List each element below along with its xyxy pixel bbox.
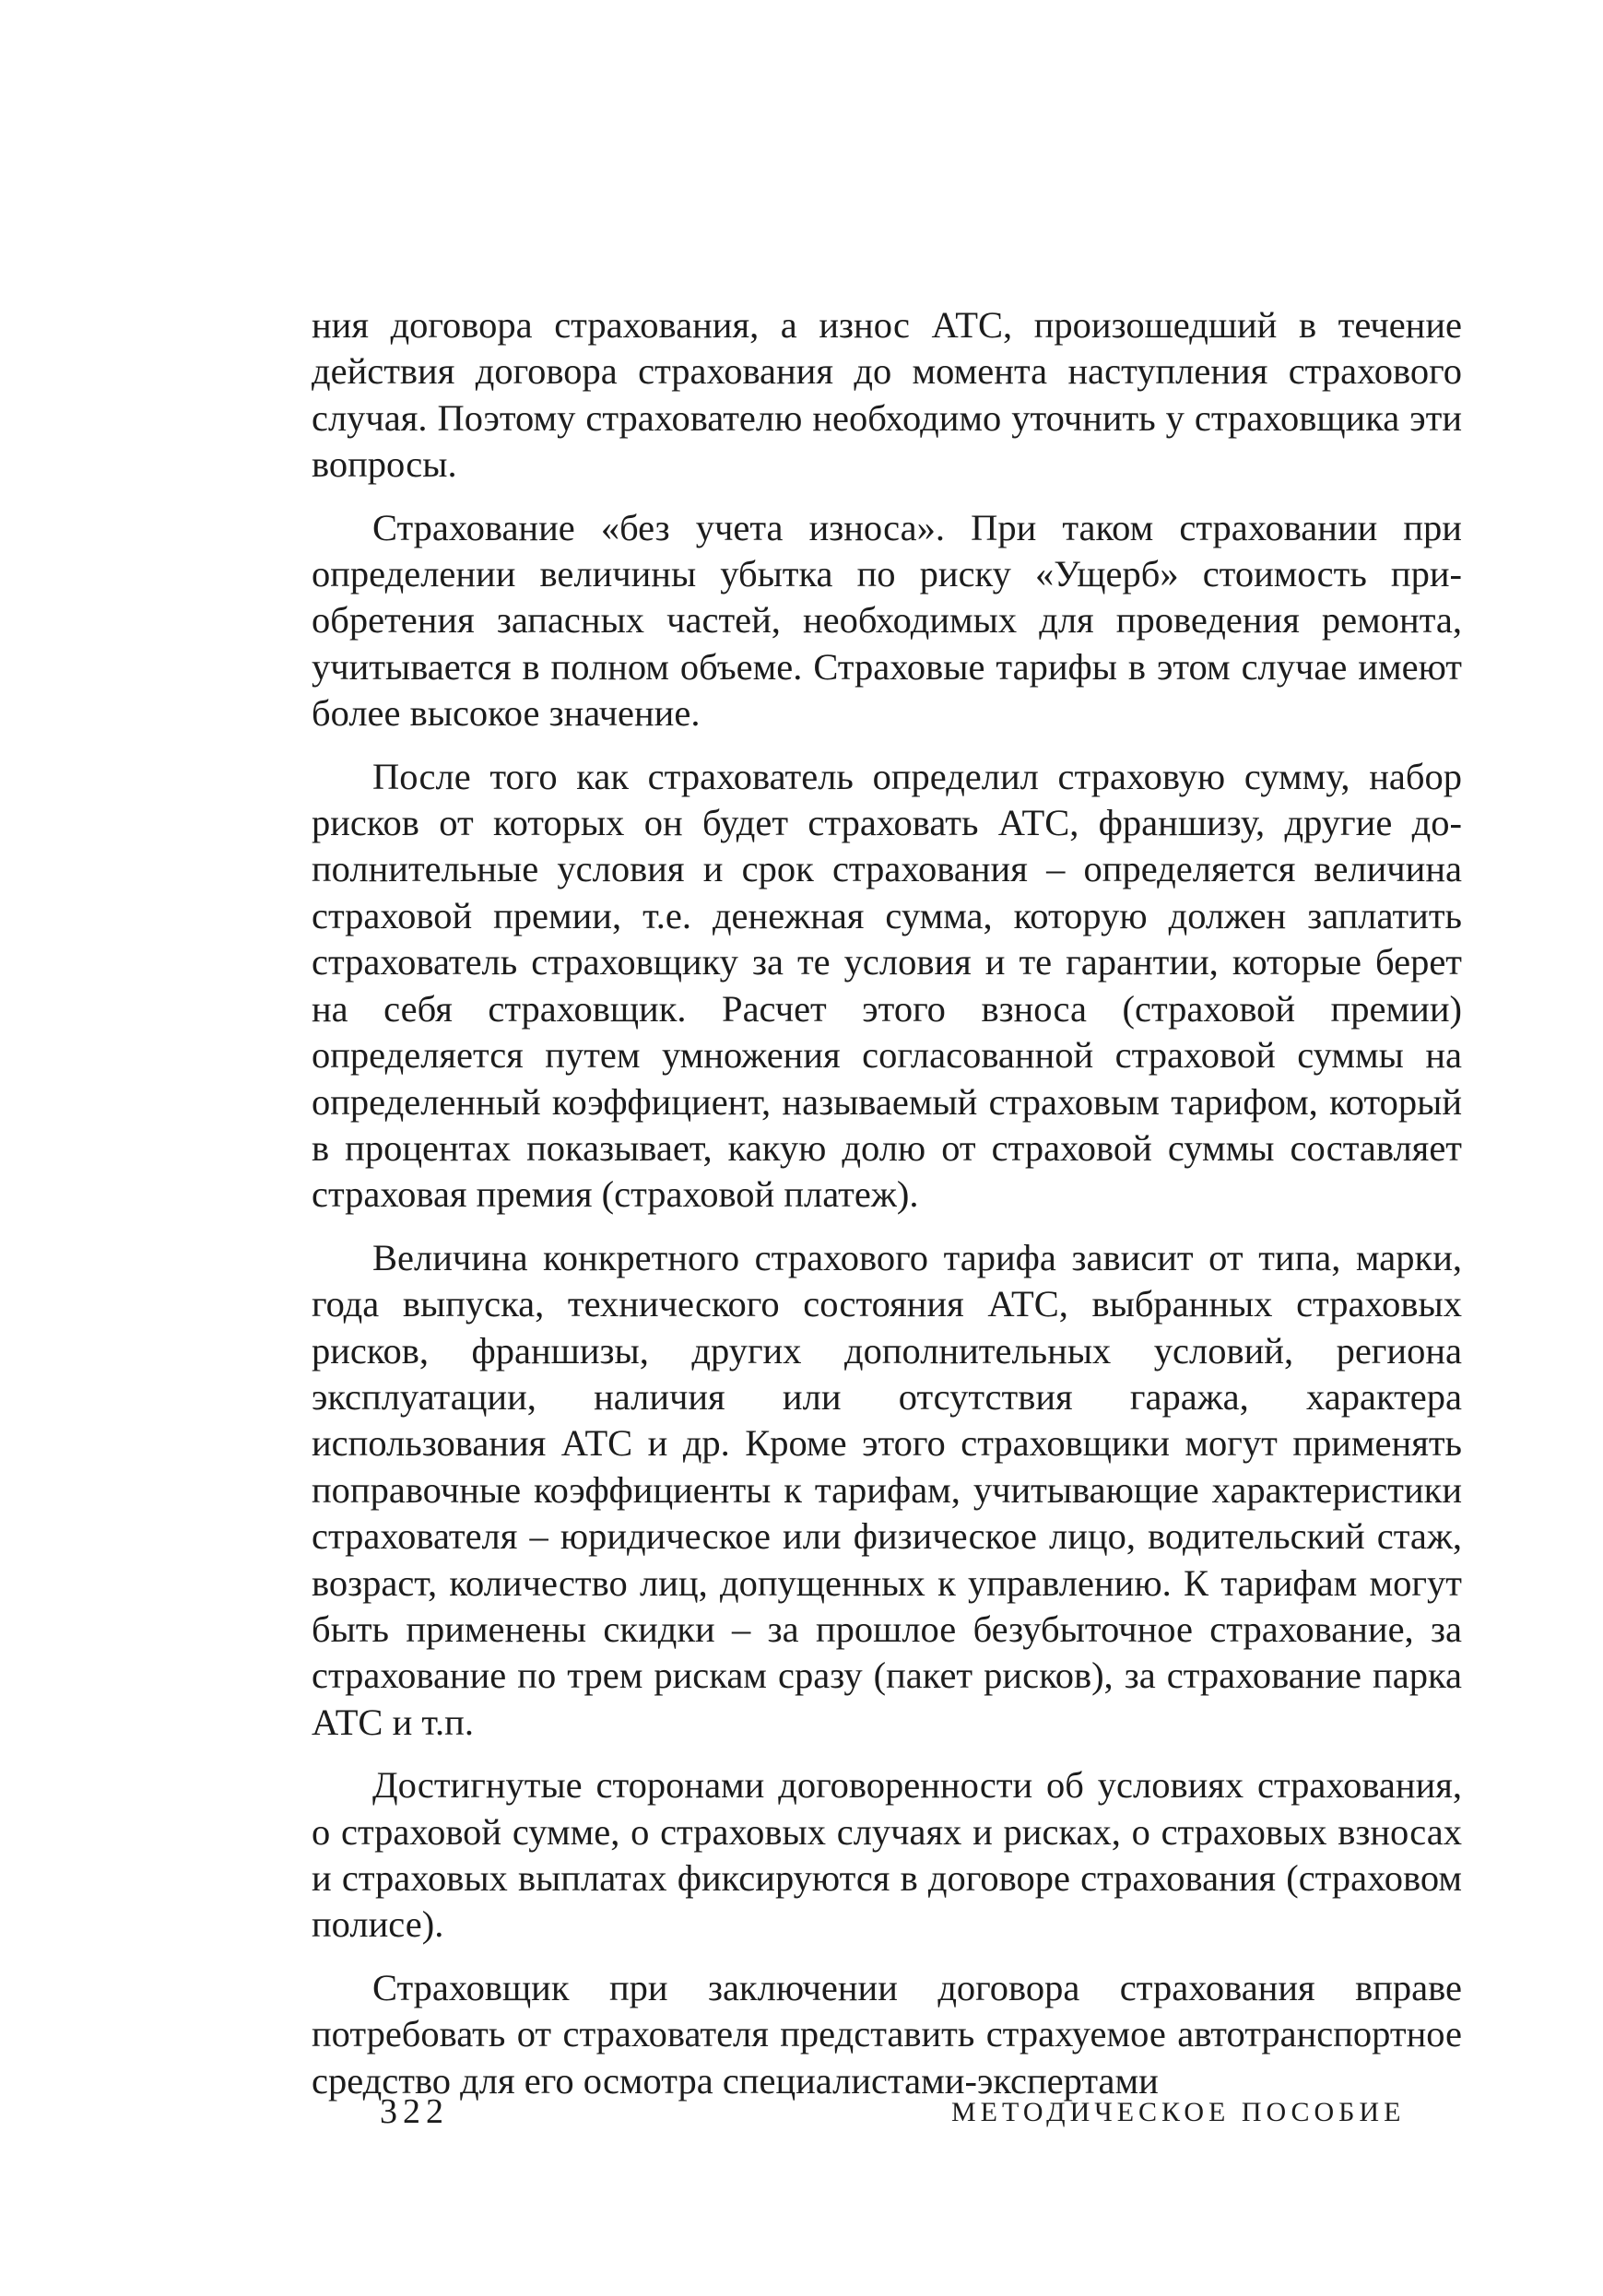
paragraph-inspection: Страховщик при заключении договора страхования вправе потребовать от страхователя представить страхуемое автотранспортное средство для его осмотра специалистами-экспертами [312, 1966, 1462, 2102]
page-number: 322 [380, 2092, 449, 2131]
page-footer [0, 2091, 1603, 2137]
paragraph-continuation: ния договора страхования, а износ АТС, произошедший в течение действия договора страхования до момента наступления страхового случая. Поэтому страхователю необходимо уточнить у страховщика эти вопросы. [312, 304, 1462, 486]
paragraph-no-depreciation: Страхование «без учета износа». При таком страховании при определении величины убытка по риску «Ущерб» стоимость приобретения запасных частей, необходимых для проведения ремонта, учитывается в полном объеме. Страховые тарифы в этом случае имеют более высокое значение. [312, 506, 1462, 735]
paragraph-agreements: Достигнутые сторонами договоренности об условиях страхования, о страховой сумме, о страховых случаях и рисках, о страховых взносах и страховых выплатах фиксируются в договоре страхования (страховом полисе). [312, 1764, 1462, 1946]
running-title: МЕТОДИЧЕСКОЕ ПОСОБИЕ [951, 2097, 1406, 2127]
body-text [312, 302, 1462, 2104]
paragraph-premium: После того как страхователь определил страховую сумму, набор рисков от которых он будет страховать АТС, франшизу, другие дополнительные условия и срок страхования – определяется величина страховой премии, т.е. денежная сумма, которую должен заплатить страхователь страховщику за те условия и те гарантии, которые берет на себя страховщик. Расчет этого взноса (страховой премии) определяется путем умножения согласованной страховой суммы на определенный коэффициент, называемый страховым тарифом, который в процентах показывает, какую долю от страховой суммы составляет страховая премия (страховой платеж). [312, 755, 1462, 1216]
paragraph-tariff: Величина конкретного страхового тарифа зависит от типа, марки, года выпуска, технического состояния АТС, выбранных страховых рисков, франшизы, других дополнительных условий, региона эксплуатации, наличия или отсутствия гаража, характера использования АТС и др. Кроме этого страховщики могут применять поправочные коэффициенты к тарифам, учитывающие характеристики страхователя – юридическое или физическое лицо, водительский стаж, возраст, количество лиц, допущенных к управлению. К тарифам могут быть применены скидки – за прошлое безубыточное страхование, за страхование по трем рискам сразу (пакет рисков), за страхование парка АТС и т.п. [312, 1236, 1462, 1743]
